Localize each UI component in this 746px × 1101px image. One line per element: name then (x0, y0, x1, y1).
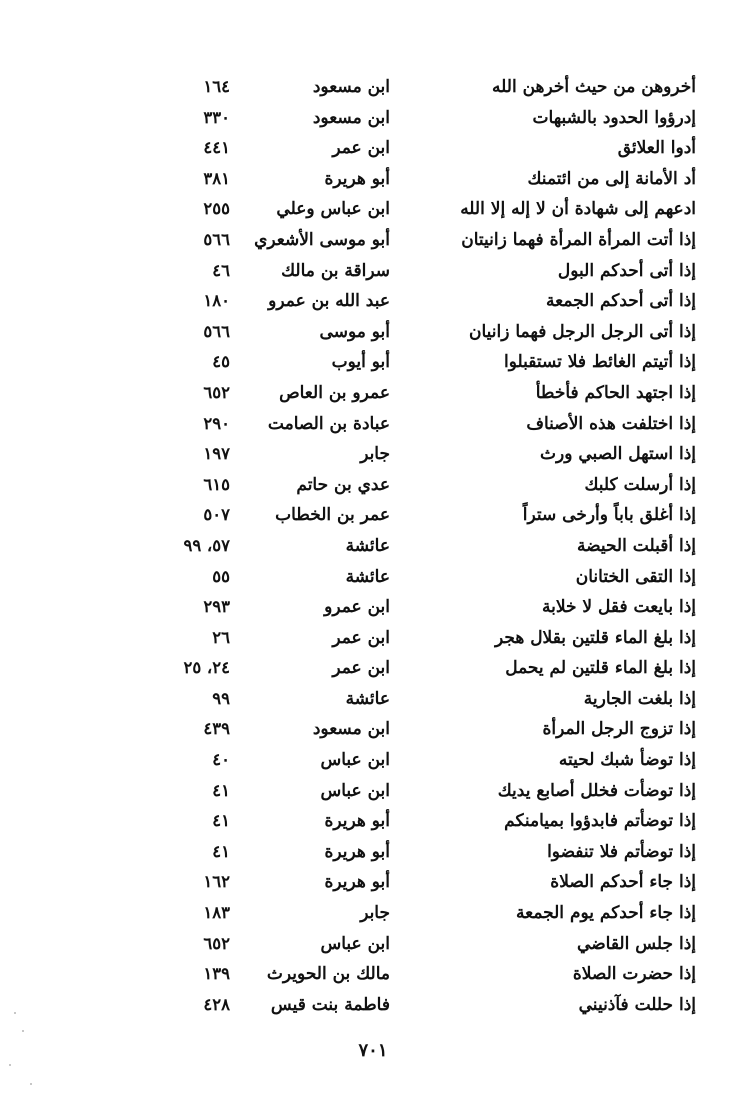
index-row (0, 409, 746, 440)
index-row (0, 990, 746, 1021)
hadith-text: أخروهن من حيث أخرهن الله (492, 77, 696, 97)
narrator-name: أبو موسى (319, 321, 390, 342)
hadith-text: إذا جاء أحدكم الصلاة (550, 872, 696, 893)
narrator-name: أبو هريرة (324, 841, 390, 862)
page-reference: ٣٣٠ (203, 107, 230, 127)
narrator-name: ابن عباس وعلي (276, 199, 390, 220)
hadith-text: إذا أتى أحدكم البول (557, 260, 696, 281)
hadith-text: إذا توضأ شبك لحيته (558, 750, 696, 771)
index-row (0, 531, 746, 562)
page-reference: ٩٩ (212, 688, 230, 708)
index-row (0, 439, 746, 470)
scan-speck (30, 1083, 32, 1085)
index-row (0, 806, 746, 837)
narrator-name: ابن مسعود (312, 77, 390, 97)
narrator-name: عبد الله بن عمرو (268, 291, 390, 312)
index-row (0, 623, 746, 654)
narrator-name: سراقة بن مالك (281, 260, 390, 281)
index-row (0, 684, 746, 715)
narrator-name: ابن عباس (320, 933, 390, 954)
hadith-text: إذا استهل الصبي ورث (540, 444, 696, 465)
narrator-name: ابن عمرو (324, 597, 390, 618)
index-row (0, 714, 746, 745)
index-row (0, 286, 746, 317)
index-row (0, 837, 746, 868)
index-row (0, 592, 746, 623)
narrator-name: ابن مسعود (312, 719, 390, 740)
hadith-text: إذا اختلفت هذه الأصناف (526, 413, 696, 434)
hadith-text: إذا أتت المرأة المرأة فهما زانيتان (461, 229, 696, 250)
hadith-text: إذا جلس القاضي (577, 933, 696, 954)
hadith-text: إذا توضأتم فلا تنفضوا (547, 841, 696, 862)
hadith-text: إذا أرسلت كلبك (584, 474, 696, 495)
index-row (0, 959, 746, 990)
index-row (0, 470, 746, 501)
hadith-text: إذا أغلق باباً وأرخى ستراً (522, 505, 696, 526)
hadith-text: إذا بلغت الجارية (583, 688, 696, 709)
narrator-name: ابن عباس (320, 750, 390, 771)
hadith-text: إذا جاء أحدكم يوم الجمعة (516, 903, 696, 924)
page-reference: ٤١ (212, 841, 230, 861)
hadith-text: أدوا العلائق (617, 138, 696, 159)
hadith-text: إذا تزوج الرجل المرأة (542, 719, 696, 740)
narrator-name: أبو هريرة (324, 811, 390, 832)
index-row (0, 164, 746, 195)
hadith-text: أد الأمانة إلى من ائتمنك (527, 168, 696, 189)
hadith-text: إذا أتيتم الغائط فلا تستقبلوا (503, 352, 696, 373)
narrator-name: عمرو بن العاص (279, 382, 390, 403)
index-row (0, 745, 746, 776)
narrator-name: جابر (360, 444, 390, 465)
narrator-name: عبادة بن الصامت (267, 413, 390, 434)
page-reference: ٤٣٩ (203, 719, 230, 739)
narrator-name: مالك بن الحويرث (266, 964, 390, 985)
index-row (0, 256, 746, 287)
narrator-name: عدي بن حاتم (296, 474, 390, 495)
index-row (0, 867, 746, 898)
page-reference: ٣٨١ (203, 168, 230, 188)
index-row (0, 103, 746, 134)
page-reference: ٦٥٢ (203, 933, 230, 953)
index-row (0, 317, 746, 348)
hadith-text: إذا أتى أحدكم الجمعة (546, 291, 696, 312)
narrator-name: عائشة (345, 688, 390, 709)
page-reference: ٦٥٢ (203, 382, 230, 402)
page-reference: ٢٦ (212, 627, 230, 647)
narrator-name: عائشة (345, 535, 390, 556)
scan-speck (9, 1064, 11, 1066)
page-reference: ٤٢٨ (203, 994, 230, 1014)
hadith-text: إدرؤوا الحدود بالشبهات (532, 107, 696, 128)
hadith-text: إذا بايعت فقل لا خلابة (541, 597, 696, 618)
hadith-text: ادعهم إلى شهادة أن لا إله إلا الله (460, 199, 696, 220)
page-reference: ٢٥٥ (203, 199, 230, 219)
narrator-name: ابن عمر (332, 658, 390, 679)
index-row (0, 929, 746, 960)
page-reference: ٥٦٦ (203, 321, 230, 341)
page-reference: ١٣٩ (203, 964, 230, 984)
hadith-text: إذا توضأت فخلل أصابع يديك (497, 780, 696, 801)
page-reference: ١٦٢ (203, 872, 230, 892)
page-reference: ١٩٧ (203, 444, 230, 464)
page-reference: ٥٥ (212, 566, 230, 586)
page-reference: ٢٤، ٢٥ (183, 658, 230, 678)
page-number: ٧٠١ (358, 1040, 388, 1061)
index-row (0, 378, 746, 409)
hadith-text: إذا التقى الختانان (575, 566, 696, 587)
page-reference: ٥٦٦ (203, 229, 230, 249)
narrator-name: أبو موسى الأشعري (254, 229, 390, 250)
narrator-name: ابن عمر (332, 138, 390, 159)
hadith-index-table (0, 72, 746, 1020)
narrator-name: فاطمة بنت قيس (270, 994, 390, 1015)
page-reference: ٥٠٧ (203, 505, 230, 525)
narrator-name: ابن عمر (332, 627, 390, 648)
scan-speck (14, 1012, 16, 1014)
page-reference: ٤١ (212, 811, 230, 831)
index-row (0, 776, 746, 807)
narrator-name: أبو أيوب (331, 352, 390, 373)
page-reference: ٢٩٣ (203, 597, 230, 617)
index-row (0, 347, 746, 378)
hadith-text: إذا توضأتم فابدؤوا بميامنكم (504, 811, 696, 832)
hadith-text: إذا بلغ الماء قلتين بقلال هجر (494, 627, 696, 648)
index-row (0, 133, 746, 164)
page-reference: ١٨٣ (203, 903, 230, 923)
page-reference: ٥٧، ٩٩ (183, 535, 230, 555)
index-row (0, 562, 746, 593)
page-reference: ٤٤١ (203, 138, 230, 158)
index-row (0, 194, 746, 225)
index-row (0, 898, 746, 929)
narrator-name: أبو هريرة (324, 168, 390, 189)
page-reference: ٦١٥ (203, 474, 230, 494)
hadith-text: إذا أتى الرجل الرجل فهما زانيان (469, 321, 696, 342)
narrator-name: ابن عباس (320, 780, 390, 801)
page-reference: ٤٦ (212, 260, 230, 280)
page-reference: ١٨٠ (203, 291, 230, 311)
hadith-text: إذا اجتهد الحاكم فأخطأ (535, 382, 696, 403)
page-reference: ٢٩٠ (203, 413, 230, 433)
page-reference: ٤٥ (212, 352, 230, 372)
page-reference: ٤٠ (212, 750, 230, 770)
hadith-text: إذا أقبلت الحيضة (576, 535, 696, 556)
index-row (0, 500, 746, 531)
narrator-name: أبو هريرة (324, 872, 390, 893)
index-row (0, 225, 746, 256)
hadith-text: إذا حضرت الصلاة (572, 964, 696, 985)
hadith-text: إذا بلغ الماء قلتين لم يحمل (505, 658, 696, 679)
hadith-text: إذا حللت فآذنيني (578, 994, 696, 1015)
narrator-name: جابر (360, 903, 390, 924)
index-row (0, 72, 746, 103)
narrator-name: عائشة (345, 566, 390, 587)
scan-speck (22, 1030, 24, 1032)
page-reference: ٤١ (212, 780, 230, 800)
page-reference: ١٦٤ (203, 77, 230, 96)
narrator-name: ابن مسعود (312, 107, 390, 128)
index-row (0, 653, 746, 684)
narrator-name: عمر بن الخطاب (275, 505, 390, 526)
